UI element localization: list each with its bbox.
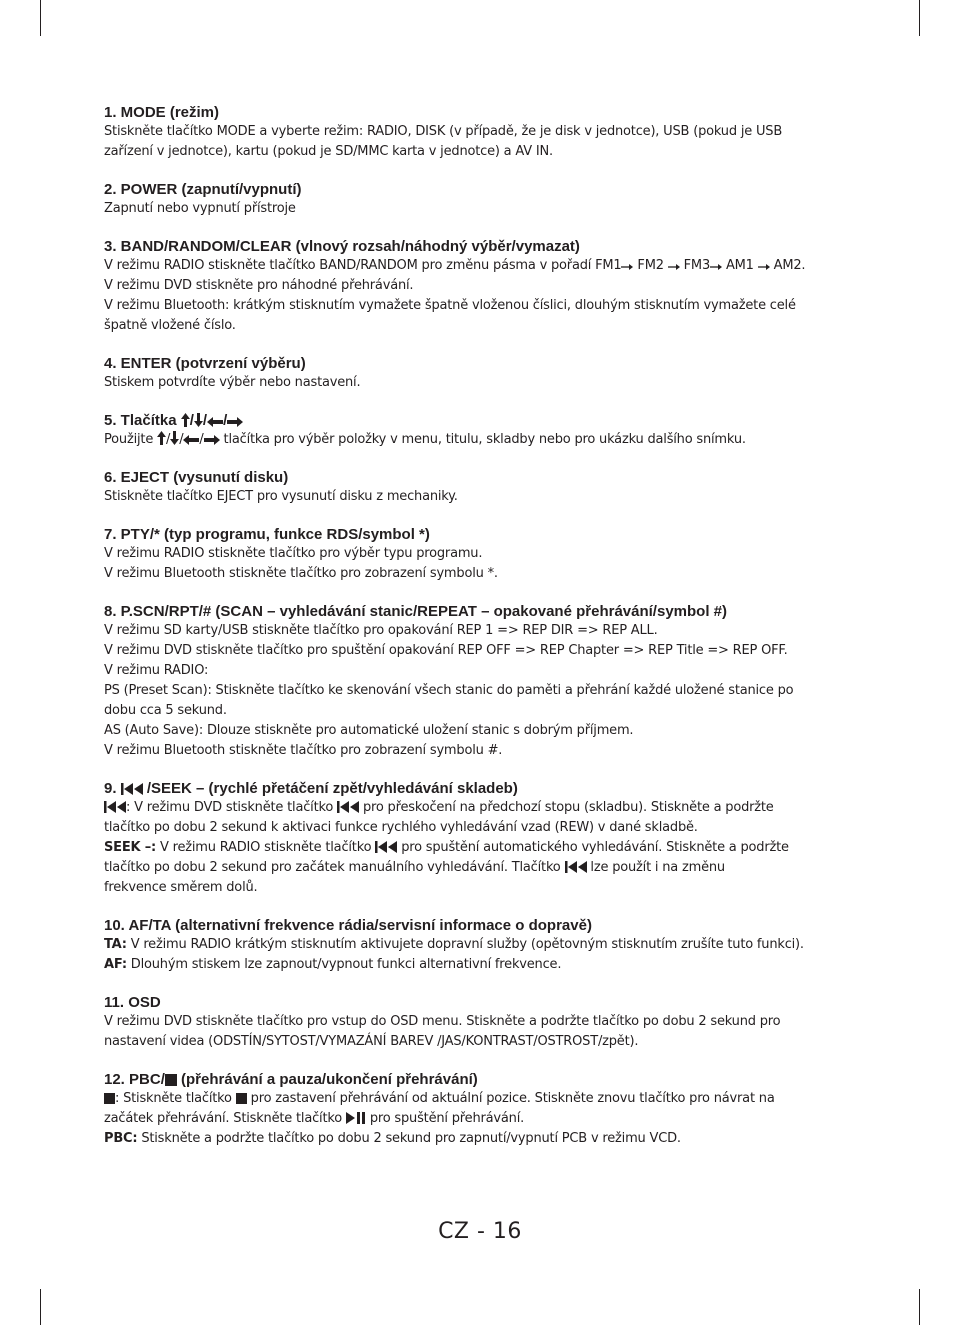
text-fragment: 12. PBC/ [104, 1071, 165, 1088]
text-fragment: FM2 [633, 258, 668, 273]
text-fragment: / [202, 412, 208, 429]
text-fragment: : Stiskněte tlačítko [115, 1091, 236, 1106]
text-line: frekvence směrem dolů. [104, 880, 258, 895]
text-fragment: / [179, 432, 184, 447]
arrow-left-icon [207, 417, 223, 427]
stop-icon [165, 1074, 177, 1086]
text-line: zařízení v jednotce), kartu (pokud je SD/MMC karta v jednotce) a AV IN. [104, 144, 553, 159]
text-line: Zapnutí nebo vypnutí přístroje [104, 201, 296, 216]
arrow-right-icon [668, 263, 680, 271]
section-heading: 3. BAND/RANDOM/CLEAR (vlnový rozsah/náhodný výběr/vymazat) [104, 238, 580, 255]
text-fragment: /SEEK – (rychlé přetáčení zpět/vyhledávání skladeb) [142, 780, 518, 797]
arrow-right-icon [621, 263, 633, 271]
text-line [104, 858, 864, 878]
section-heading: 2. POWER (zapnutí/vypnutí) [104, 181, 302, 198]
text-line [104, 1089, 864, 1109]
section-heading: 1. MODE (režim) [104, 104, 220, 121]
arrow-right-icon [204, 435, 220, 445]
text-line: nastavení videa (ODSTÍN/SYTOST/VYMAZÁNÍ BAREV /JAS/KONTRAST/OSTROST/zpět). [104, 1034, 639, 1049]
arrow-right-icon [710, 263, 722, 271]
text-fragment: začátek přehrávání. Stiskněte tlačítko [104, 1111, 346, 1126]
page-number: CZ - 16 [438, 1219, 522, 1244]
section-heading: 8. P.SCN/RPT/# (SCAN – vyhledávání stanic/REPEAT – opakované přehrávání/symbol #) [104, 603, 727, 620]
text-fragment: tlačítko po dobu 2 sekund pro začátek manuálního vyhledávání. Tlačítko [104, 860, 565, 875]
section-heading: 6. EJECT (vysunutí disku) [104, 469, 289, 486]
text-line [104, 935, 864, 955]
text-line: V režimu DVD stiskněte pro náhodné přehrávání. [104, 278, 414, 293]
text-line: V režimu Bluetooth stiskněte tlačítko pro zobrazení symbolu #. [104, 743, 503, 758]
section-arrow-buttons [104, 411, 864, 450]
section-heading [104, 779, 864, 798]
arrow-up-icon [181, 413, 190, 427]
section-seek [104, 779, 864, 898]
section-eject [104, 468, 864, 507]
section-power [104, 180, 864, 219]
arrow-up-icon [157, 431, 166, 445]
text-fragment: 9. [104, 780, 121, 797]
text-line: V režimu DVD stiskněte tlačítko pro vstup do OSD menu. Stiskněte a podržte tlačítko po dobu 2 sekund pro [104, 1014, 781, 1029]
play-pause-icon [346, 1112, 366, 1124]
section-mode [104, 103, 864, 162]
text-fragment: pro zastavení přehrávání od aktuální pozice. Stiskněte znovu tlačítko pro návrat na [246, 1091, 775, 1106]
section-pscn [104, 602, 864, 761]
stop-icon [104, 1093, 115, 1104]
text-fragment: AM1 [722, 258, 758, 273]
skip-back-icon [337, 801, 359, 813]
section-heading: 4. ENTER (potvrzení výběru) [104, 355, 306, 372]
section-pbc [104, 1070, 864, 1149]
skip-back-icon [375, 841, 397, 853]
text-line: V režimu RADIO stiskněte tlačítko pro výběr typu programu. [104, 546, 483, 561]
text-fragment: pro spuštění přehrávání. [365, 1111, 525, 1126]
text-line [104, 1129, 864, 1149]
arrow-right-icon [227, 417, 243, 427]
section-heading: 10. AF/TA (alternativní frekvence rádia/servisní informace o dopravě) [104, 917, 592, 934]
crop-mark [919, 0, 920, 36]
arrow-down-icon [194, 413, 203, 427]
text-fragment: V režimu RADIO stiskněte tlačítko BAND/RANDOM pro změnu pásma v pořadí FM1 [104, 258, 622, 273]
text-line: dobu cca 5 sekund. [104, 703, 227, 718]
inline-label: AF: [104, 957, 127, 972]
text-fragment: tlačítka pro výběr položky v menu, titulu, skladby nebo pro ukázku dalšího snímku. [219, 432, 746, 447]
text-fragment: lze použít i na změnu [586, 860, 725, 875]
skip-back-icon [121, 783, 143, 795]
section-enter [104, 354, 864, 393]
text-fragment: / [223, 412, 228, 429]
text-fragment: AM2. [769, 258, 806, 273]
text-fragment: / [189, 412, 194, 429]
text-fragment: Stiskněte a podržte tlačítko po dobu 2 sekund pro zapnutí/vypnutí PCB v režimu VCD. [137, 1131, 681, 1146]
text-fragment: Dlouhým stiskem lze zapnout/vypnout funkci alternativní frekvence. [126, 957, 562, 972]
section-af-ta [104, 916, 864, 975]
text-line: Stiskem potvrdíte výběr nebo nastavení. [104, 375, 361, 390]
text-line [104, 838, 864, 858]
arrow-left-icon [183, 435, 199, 445]
text-line: V režimu DVD stiskněte tlačítko pro spuštění opakování REP OFF => REP Chapter => REP Title => REP OFF. [104, 643, 788, 658]
text-fragment: FM3 [679, 258, 711, 273]
text-line [104, 798, 864, 818]
inline-label: PBC: [104, 1131, 138, 1146]
text-fragment: / [166, 432, 171, 447]
text-fragment: V režimu RADIO krátkým stisknutím aktivujete dopravní služby (opětovným stisknutím zrušíte tuto funkci). [126, 937, 804, 952]
document-body [104, 103, 864, 1167]
text-line: V režimu RADIO: [104, 663, 209, 678]
inline-label: TA: [104, 937, 127, 952]
text-line: V režimu Bluetooth: krátkým stisknutím vymažete špatně vloženou číslici, dlouhým stisknutím vymažete celé [104, 298, 796, 313]
text-line: AS (Auto Save): Dlouze stiskněte pro automatické uložení stanic s dobrým příjmem. [104, 723, 634, 738]
text-fragment: Použijte [104, 432, 158, 447]
section-band [104, 237, 864, 336]
section-pty [104, 525, 864, 584]
skip-back-icon [104, 801, 126, 813]
text-fragment: : V režimu DVD stiskněte tlačítko [126, 800, 338, 815]
text-line: špatně vložené číslo. [104, 318, 236, 333]
crop-mark [919, 1289, 920, 1325]
text-line: tlačítko po dobu 2 sekund k aktivaci funkce rychlého vyhledávání vzad (REW) v dané skladbě. [104, 820, 698, 835]
section-osd [104, 993, 864, 1052]
text-line: V režimu Bluetooth stiskněte tlačítko pro zobrazení symbolu *. [104, 566, 498, 581]
text-line [104, 256, 864, 276]
arrow-down-icon [170, 431, 179, 445]
crop-mark [40, 1289, 41, 1325]
text-line [104, 955, 864, 975]
arrow-right-icon [758, 263, 770, 271]
text-fragment: pro spuštění automatického vyhledávání. Stiskněte a podržte [397, 840, 789, 855]
section-heading [104, 1070, 864, 1089]
crop-mark [40, 0, 41, 36]
text-line [104, 1109, 864, 1129]
text-fragment: pro přeskočení na předchozí stopu (skladbu). Stiskněte a podržte [359, 800, 774, 815]
skip-back-icon [565, 861, 587, 873]
text-line: Stiskněte tlačítko EJECT pro vysunutí disku z mechaniky. [104, 489, 458, 504]
text-line [104, 430, 864, 450]
inline-label: SEEK –: [104, 840, 157, 855]
stop-icon [236, 1093, 247, 1104]
text-fragment: / [199, 432, 204, 447]
section-heading: 11. OSD [104, 994, 161, 1011]
section-heading [104, 411, 864, 430]
text-line: Stiskněte tlačítko MODE a vyberte režim: RADIO, DISK (v případě, že je disk v jednotce), USB (pokud je USB [104, 124, 783, 139]
text-fragment: 5. Tlačítka [104, 412, 181, 429]
section-heading: 7. PTY/* (typ programu, funkce RDS/symbol *) [104, 526, 430, 543]
text-line: PS (Preset Scan): Stiskněte tlačítko ke skenování všech stanic do paměti a přehrání každé uložené stanice po [104, 683, 794, 698]
text-fragment: V režimu RADIO stiskněte tlačítko [156, 840, 376, 855]
text-line: V režimu SD karty/USB stiskněte tlačítko pro opakování REP 1 => REP DIR => REP ALL. [104, 623, 658, 638]
text-fragment: (přehrávání a pauza/ukončení přehrávání) [176, 1071, 478, 1088]
